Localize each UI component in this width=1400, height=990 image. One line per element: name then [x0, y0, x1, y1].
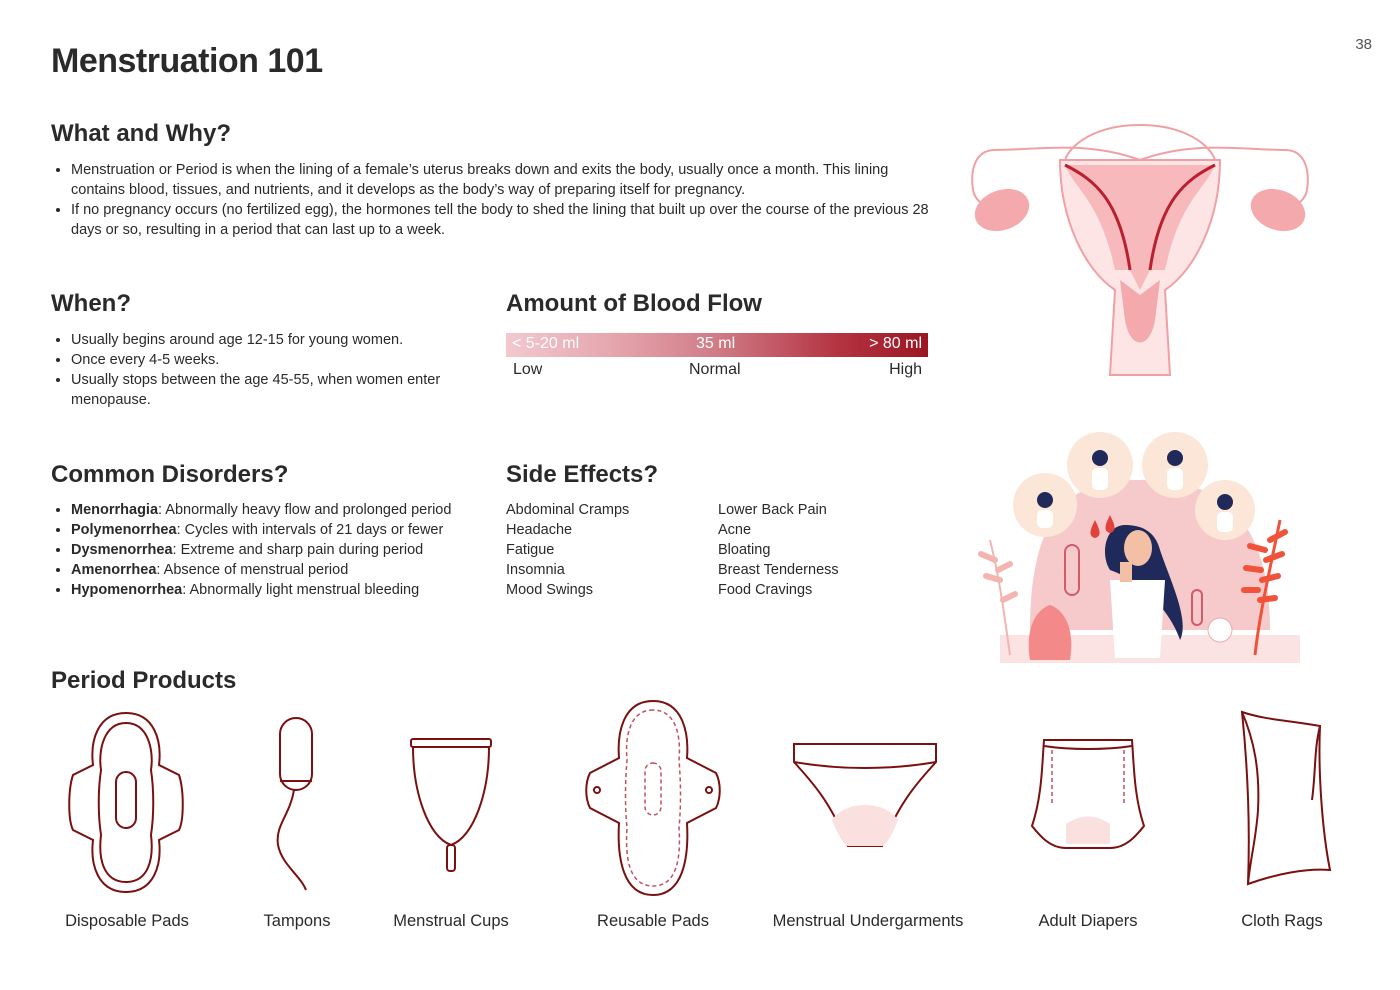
blood-flow-heading: Amount of Blood Flow: [506, 290, 762, 317]
adult-diaper-icon: [1030, 736, 1146, 856]
side-effect-item: Food Cravings: [718, 582, 813, 598]
disorder-term: Hypomenorrhea: [71, 582, 183, 598]
side-effect-item: Acne: [718, 522, 752, 538]
menstrual-undergarments-icon: [790, 740, 940, 852]
what-why-list: [51, 160, 931, 240]
disorder-term: Dysmenorrhea: [71, 542, 173, 558]
menstrual-cup-icon: [408, 737, 494, 875]
left-ovary: [969, 182, 1035, 239]
disposable-pad-icon: [68, 710, 184, 895]
page-number: 38: [1355, 36, 1372, 53]
side-effects-col-1: [506, 500, 706, 600]
disorder-term: Menorrhagia: [71, 502, 159, 518]
when-bullet: • Usually begins around age 12-15 for young women.: [71, 330, 471, 350]
woman-period-illustration: [970, 430, 1310, 665]
flow-bar-mid-value: 35 ml: [696, 335, 736, 352]
disorders-list: [51, 500, 491, 600]
disorder-item: [71, 520, 491, 540]
period-products-heading: Period Products: [51, 667, 237, 694]
side-effect-item: Insomnia: [506, 562, 565, 578]
side-effect-item: Mood Swings: [506, 582, 594, 598]
disorder-term: Amenorrhea: [71, 562, 157, 578]
flow-bar-low-value: < 5-20 ml: [512, 335, 580, 352]
side-effect-item: Lower Back Pain: [718, 502, 827, 518]
disorder-term: Polymenorrhea: [71, 522, 177, 538]
product-label-adult-diapers: Adult Diapers: [1038, 912, 1138, 930]
product-label-reusable-pads: Reusable Pads: [597, 912, 709, 930]
product-label-menstrual-cups: Menstrual Cups: [393, 912, 509, 930]
when-bullet: • Once every 4-5 weeks.: [71, 350, 471, 370]
disorder-item: [71, 540, 491, 560]
product-label-disposable-pads: Disposable Pads: [65, 912, 189, 930]
side-effect-item: Fatigue: [506, 542, 555, 558]
uterus-illustration: [965, 120, 1315, 380]
side-effect-item: Headache: [506, 522, 573, 538]
uterus-shape: [969, 125, 1311, 375]
cloth-rag-icon: [1236, 710, 1334, 888]
disorder-desc: : Extreme and sharp pain during period: [172, 542, 424, 558]
disorder-desc: : Abnormally heavy flow and prolonged period: [158, 502, 452, 518]
side-effects-heading: Side Effects?: [506, 461, 659, 488]
right-ovary: [1245, 182, 1311, 239]
reusable-pad-icon: [585, 698, 721, 898]
disorder-item: [71, 500, 491, 520]
what-why-bullet: • Menstruation or Period is when the lining of a female’s uterus breaks down and exits the body, usually once a month. This lining contains blood, tissues, and nutrients, and it develops as the body’s way of preparing itself for pregnancy.: [71, 160, 931, 200]
product-label-cloth-rags: Cloth Rags: [1241, 912, 1323, 930]
disorder-desc: : Absence of menstrual period: [156, 562, 349, 578]
when-bullet: • Usually stops between the age 45-55, when women enter menopause.: [71, 370, 471, 410]
disorder-item: [71, 560, 491, 580]
blood-flow-gradient-bar: [506, 333, 928, 357]
disorder-desc: : Cycles with intervals of 21 days or fewer: [176, 522, 444, 538]
side-effect-item: Abdominal Cramps: [506, 502, 630, 518]
when-heading: When?: [51, 290, 131, 317]
side-effect-item: Bloating: [718, 542, 771, 558]
flow-label-high: High: [889, 361, 922, 378]
disorders-heading: Common Disorders?: [51, 461, 289, 488]
flow-label-normal: Normal: [689, 361, 741, 378]
tampon-icon: [270, 715, 320, 895]
product-label-menstrual-undergarments: Menstrual Undergarments: [772, 912, 964, 930]
what-why-bullet: • If no pregnancy occurs (no fertilized egg), the hormones tell the body to shed the lining that built up over the course of the previous 28 days or so, resulting in a period that can last up to a week.: [71, 200, 931, 240]
when-list: [51, 330, 471, 410]
what-why-heading: What and Why?: [51, 120, 231, 147]
side-effect-item: Breast Tenderness: [718, 562, 839, 578]
disorder-desc: : Abnormally light menstrual bleeding: [182, 582, 420, 598]
flow-label-low: Low: [513, 361, 543, 378]
blood-flow-scale-labels: [506, 361, 928, 383]
side-effects-col-2: [718, 500, 918, 600]
page-title: Menstruation 101: [51, 42, 323, 80]
product-label-tampons: Tampons: [263, 912, 331, 930]
flow-bar-high-value: > 80 ml: [869, 335, 922, 352]
disorder-item: [71, 580, 491, 600]
